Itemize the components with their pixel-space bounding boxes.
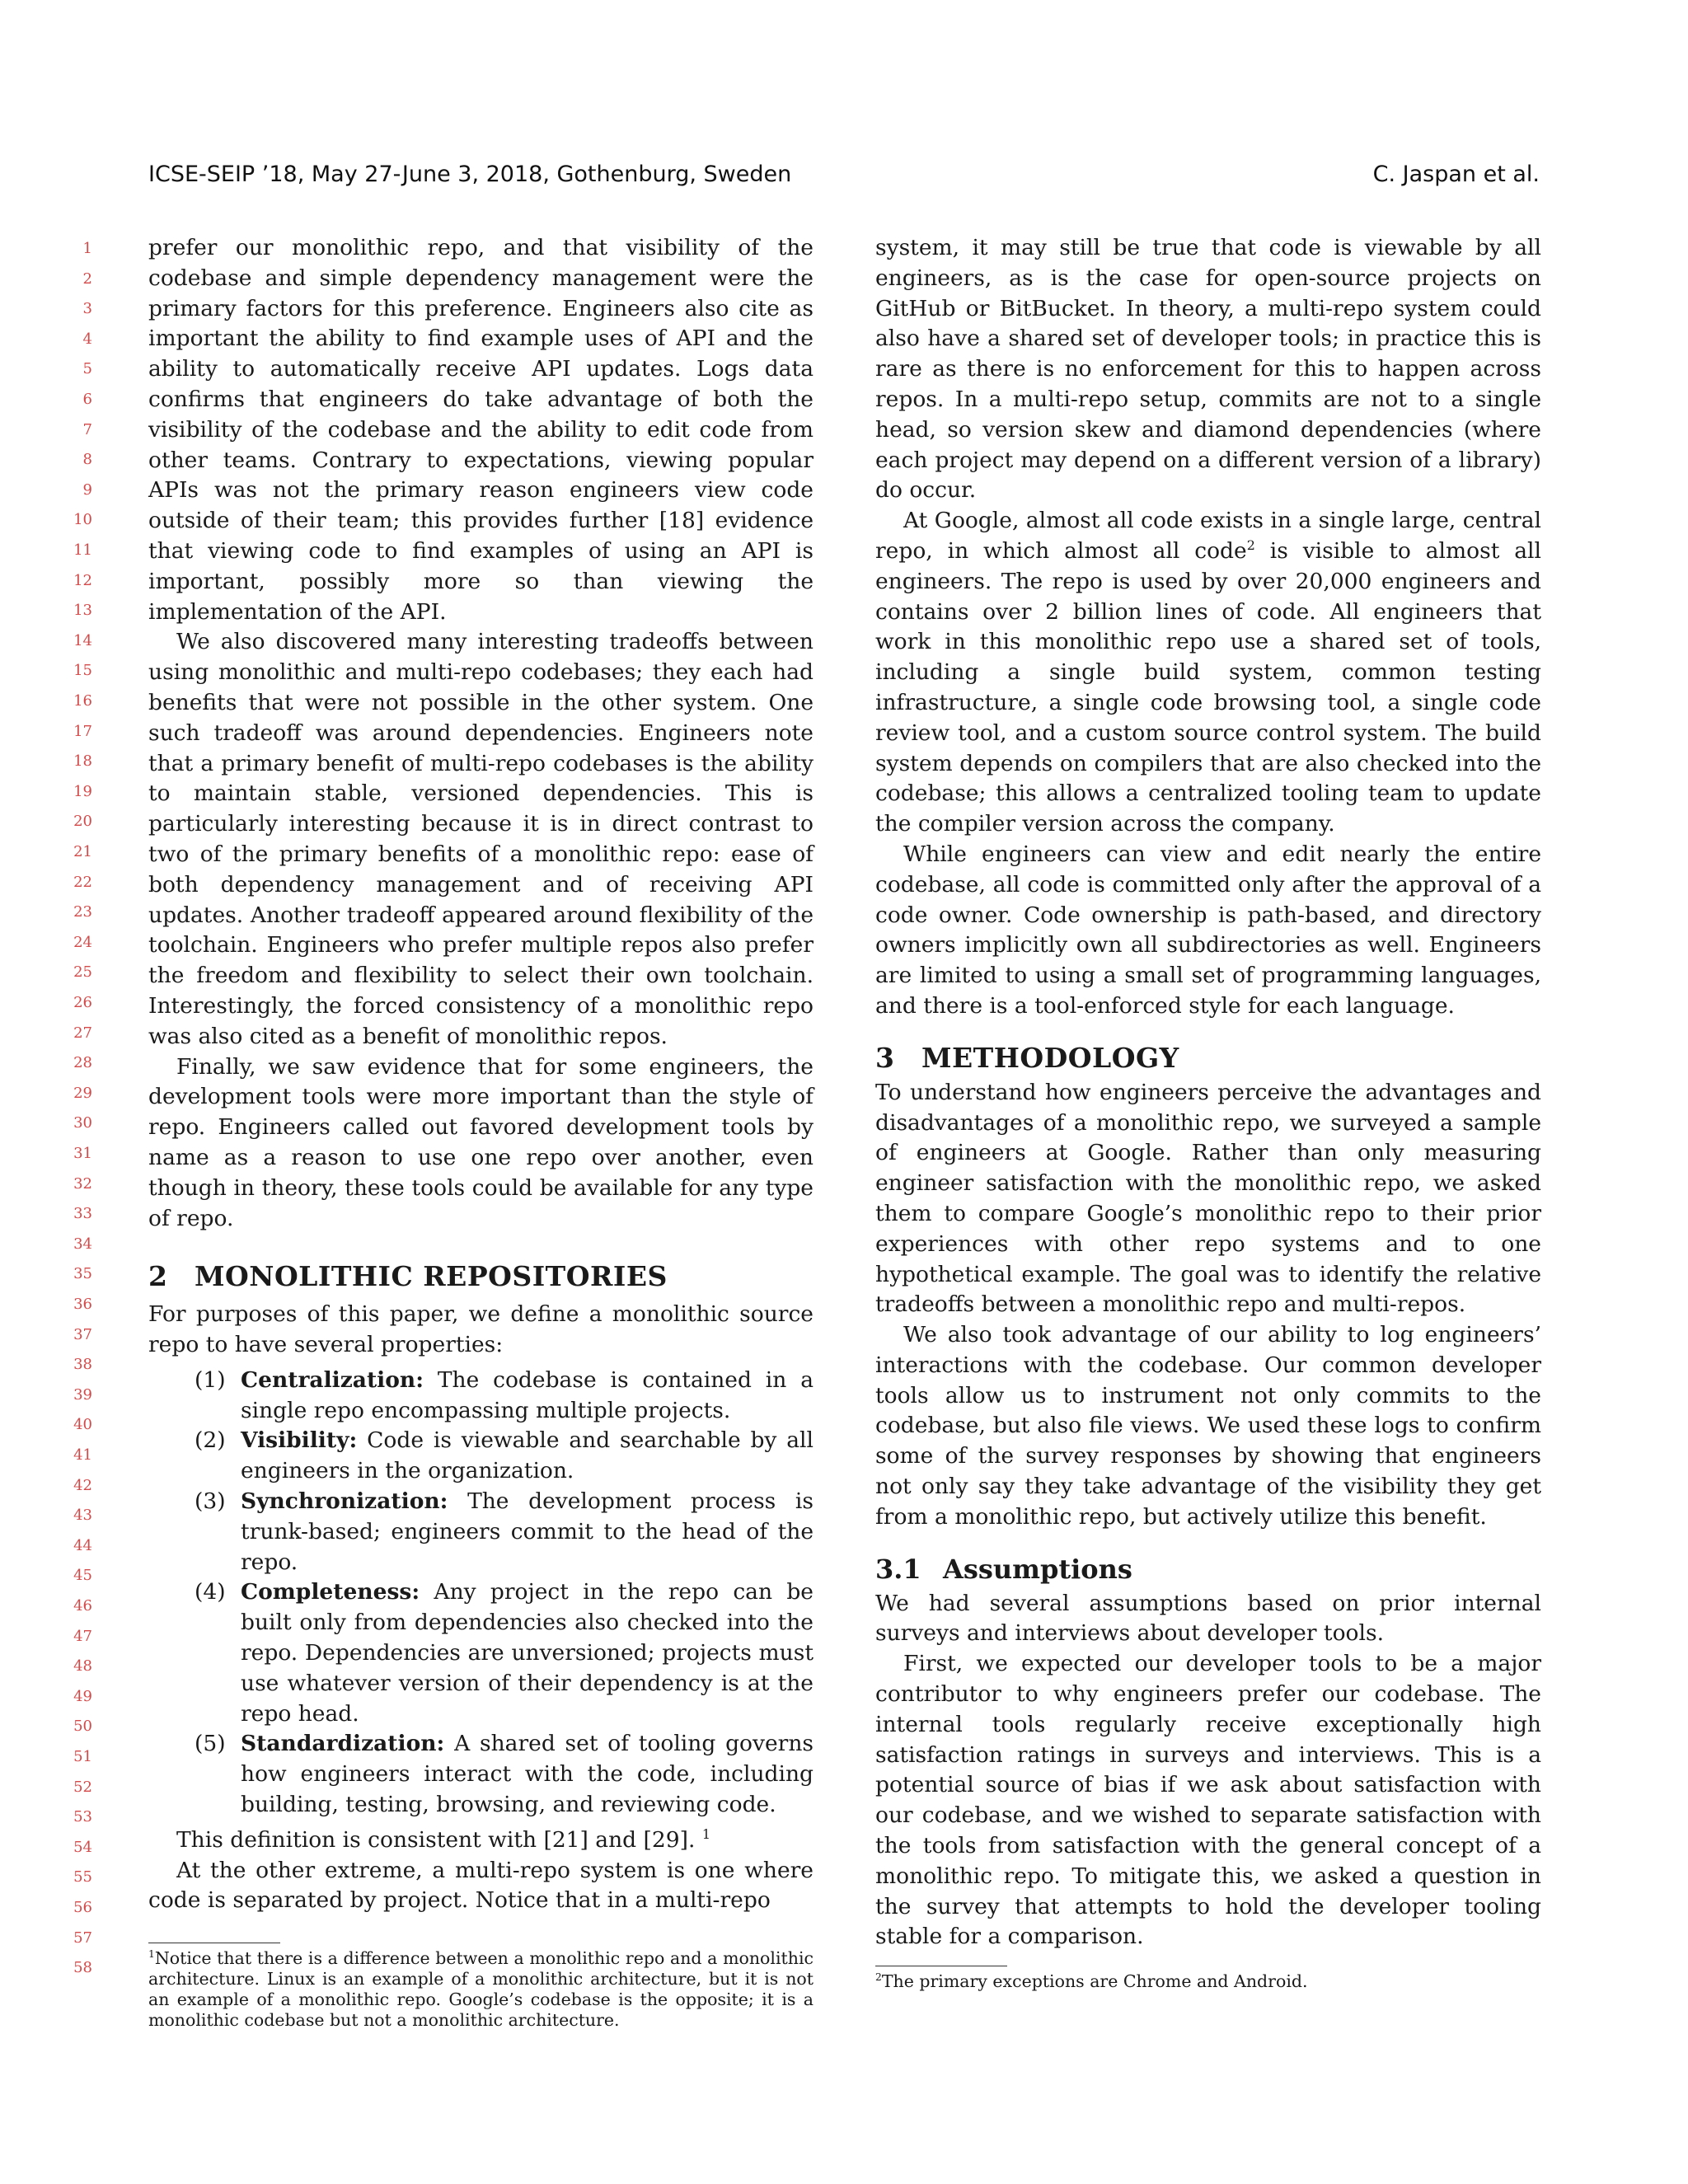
line-number: 25 [73, 963, 92, 982]
line-number: 50 [73, 1718, 92, 1736]
footnote-marker: 2 [1246, 537, 1255, 554]
paragraph: prefer our monolithic repo, and that visibility of the codebase and simple dependency management were the primary factors for this preference. Engineers also cite as important the ability to find example uses of API and the ability to automatically receive API updates. Logs data confirms that engineers do take advantage of both the visibility of the codebase and the ability to edit code from other teams. Contrary to expectations, viewing popular APIs was not the primary reason engineers view code outside of their team; this provides further [18] evidence that viewing code to find examples of using an API is important, possibly more so than viewing the implementation of the API. [148, 235, 814, 625]
line-number: 34 [73, 1235, 92, 1253]
line-number: 37 [73, 1325, 92, 1343]
list-term: Visibility: [241, 1427, 358, 1454]
line-number: 53 [73, 1808, 92, 1826]
line-number: 14 [73, 631, 92, 649]
paragraph: Finally, we saw evidence that for some engineers, the development tools were more important than the style of repo. Engineers called out favored development tools by name as a reason to use one repo over another, even though in theory, these tools could be available for any type of repo. [148, 1053, 814, 1231]
line-number: 54 [73, 1838, 92, 1856]
list-marker: (5) [195, 1731, 226, 1757]
paragraph: We also took advantage of our ability to log engineers’ interactions with the codebase. Our common developer tools allow us to instrument not only commits to the codebase, but also file views. We used these logs to confirm some of the survey responses by showing that engineers not only say they take advantage of the visibility they get from a monolithic repo, but actively utilize this benefit. [875, 1322, 1541, 1530]
list-marker: (1) [195, 1366, 226, 1393]
paragraph [148, 1825, 814, 1856]
line-number: 8 [82, 451, 92, 469]
footnote-marker: 1 [701, 1826, 710, 1843]
line-number: 26 [73, 994, 92, 1011]
paragraph: We also discovered many interesting tradeoffs between using monolithic and multi-repo codebases; they each had benefits that were not possible in the other system. One such tradeoff was around dependencies. Engineers note that a primary benefit of multi-repo codebases is the ability to maintain stable, versioned dependencies. This is particularly interesting because it is in direct contrast to two of the primary benefits of a monolithic repo: ease of both dependency management and of receiving API updates. Another tradeoff appeared around flexibility of the toolchain. Engineers who prefer multiple repos also prefer the freedom and flexibility to select their own toolchain. Interestingly, the forced consistency of a monolithic repo was also cited as a benefit of monolithic repos. [148, 629, 814, 1049]
header-authors: C. Jaspan et al. [1372, 162, 1540, 187]
line-number: 33 [73, 1205, 92, 1223]
line-number: 4 [82, 330, 92, 348]
paragraph: We had several assumptions based on prior internal surveys and interviews about developer tools. [875, 1590, 1541, 1647]
line-number: 44 [73, 1536, 92, 1554]
line-number: 9 [82, 480, 92, 499]
line-number: 36 [73, 1296, 92, 1313]
paragraph: To understand how engineers perceive the advantages and disadvantages of a monolithic repo, we surveyed a sample of engineers at Google. Rather than only measuring engineer satisfaction with the monolithic repo, we asked them to compare Google’s monolithic repo to their prior experiences with other repo systems and to one hypothetical example. The goal was to identify the relative tradeoffs between a monolithic repo and multi-repos. [875, 1079, 1541, 1318]
list-term: Standardization: [241, 1731, 445, 1757]
line-number: 7 [82, 420, 92, 438]
line-number: 46 [73, 1597, 92, 1615]
line-number: 19 [73, 782, 92, 800]
subsection-heading [875, 1551, 1541, 1587]
line-number: 31 [73, 1145, 92, 1162]
line-number: 45 [73, 1567, 92, 1585]
line-number: 51 [73, 1748, 92, 1765]
line-number: 21 [73, 843, 92, 860]
list-term: Synchronization: [241, 1488, 448, 1515]
line-number: 20 [73, 813, 92, 831]
section-number: 2 [148, 1260, 168, 1293]
line-number: 55 [73, 1868, 92, 1886]
line-number: 12 [73, 571, 92, 589]
list-item [148, 1577, 814, 1729]
line-number: 30 [73, 1114, 92, 1132]
line-number: 49 [73, 1687, 92, 1705]
paragraph: system, it may still be true that code is viewable by all engineers, as is the case for open-source projects on GitHub or BitBucket. In theory, a multi-repo system could also have a shared set of developer tools; in practice this is rare as there is no enforcement for this to happen across repos. In a multi-repo setup, commits are not to a single head, so version skew and diamond dependencies (where each project may depend on a different version of a library) do occur. [875, 235, 1541, 504]
list-term: Centralization: [241, 1366, 424, 1393]
line-number: 40 [73, 1416, 92, 1434]
section-title: MONOLITHIC REPOSITORIES [195, 1260, 668, 1293]
line-number-gutter [0, 0, 115, 2184]
list-item [148, 1729, 814, 1820]
list-term: Completeness: [241, 1579, 420, 1605]
line-number: 6 [82, 391, 92, 408]
line-number: 32 [73, 1174, 92, 1193]
line-number: 2 [82, 269, 92, 288]
subsection-title: Assumptions [943, 1553, 1132, 1585]
line-number: 39 [73, 1385, 92, 1404]
line-number: 17 [73, 722, 92, 740]
footnote-text: Notice that there is a difference between a monolithic repo and a monolithic architecture. Linux is an example of a monolithic architecture, but it is not an example of a monolithic repo. Google’s codebase is the opposite; it is a monolithic codebase but not a monolithic architecture. [148, 1948, 814, 2031]
paragraph-text: At Google, almost all code exists in a single large, central repo, in which almost all code [875, 508, 1541, 564]
line-number: 16 [73, 692, 92, 710]
paragraph-text: This definition is consistent with [21] and [29]. [176, 1826, 696, 1853]
footnote [875, 1971, 1541, 1992]
paragraph: While engineers can view and edit nearly the entire codebase, all code is committed only after the approval of a code owner. Code ownership is path-based, and directory owners implicitly own all subdirectories as well. Engineers are limited to using a small set of programming languages, and there is a tool-enforced style for each language. [875, 841, 1541, 1019]
footnote [148, 1948, 814, 2031]
line-number: 41 [73, 1446, 92, 1464]
list-marker: (4) [195, 1579, 226, 1605]
line-number: 22 [73, 873, 92, 891]
header-venue: ICSE-SEIP ’18, May 27-June 3, 2018, Gothenburg, Sweden [148, 162, 792, 187]
line-number: 42 [73, 1476, 92, 1494]
line-number: 27 [73, 1024, 92, 1042]
section-heading [148, 1258, 814, 1295]
line-number: 28 [73, 1054, 92, 1072]
paragraph: First, we expected our developer tools to be a major contributor to why engineers prefer our codebase. The internal tools regularly receive exceptionally high satisfaction ratings in surveys and interviews. This is a potential source of bias if we ask about satisfaction with our codebase, and we wished to separate satisfaction with the tools from satisfaction with the general concept of a monolithic repo. To mitigate this, we asked a question in the survey that attempts to hold the developer tooling stable for a comparison. [875, 1651, 1541, 1950]
line-number: 23 [73, 903, 92, 921]
line-number: 29 [73, 1084, 92, 1102]
line-number: 10 [73, 511, 92, 529]
line-number: 57 [73, 1929, 92, 1947]
line-number: 13 [73, 602, 92, 620]
list-text: Any project in the repo can be built only from dependencies also checked into the repo. Dependencies are unversioned; projects must use whatever version of their dependency is at the repo head. [241, 1579, 814, 1727]
right-column [875, 233, 1541, 1992]
footnote-marker: 1 [148, 1948, 155, 1961]
list-item [148, 1426, 814, 1487]
list-marker: (3) [195, 1488, 226, 1515]
list-text: The codebase is contained in a single repo encompassing multiple projects. [241, 1366, 814, 1423]
list-item [148, 1487, 814, 1577]
line-number: 58 [73, 1959, 92, 1977]
line-number: 5 [82, 360, 92, 378]
paragraph: For purposes of this paper, we define a monolithic source repo to have several properties: [148, 1301, 814, 1358]
left-column [148, 233, 814, 2031]
list-text: A shared set of tooling governs how engineers interact with the code, including building, testing, browsing, and reviewing code. [241, 1731, 814, 1818]
footnote-marker: 2 [875, 1971, 882, 1984]
list-item [148, 1366, 814, 1427]
line-number: 18 [73, 752, 92, 771]
paragraph [875, 506, 1541, 840]
list-text: The development process is trunk-based; engineers commit to the head of the repo. [241, 1488, 814, 1575]
section-title: METHODOLOGY [921, 1041, 1179, 1074]
line-number: 52 [73, 1778, 92, 1796]
line-number: 56 [73, 1899, 92, 1916]
paragraph-text: is visible to almost all engineers. The repo is used by over 20,000 engineers and contains over 2 billion lines of code. All engineers that work in this monolithic repo use a shared set of tools, including a single build system, common testing infrastructure, a single code browsing tool, a single code review tool, and a custom source control system. The build system depends on compilers that are also checked into the codebase; this allows a centralized tooling team to update the compiler version across the company. [875, 537, 1541, 837]
line-number: 43 [73, 1507, 92, 1525]
list-text: Code is viewable and searchable by all engineers in the organization. [241, 1427, 814, 1484]
footnote-text: The primary exceptions are Chrome and Android. [881, 1971, 1308, 1992]
subsection-number: 3.1 [875, 1553, 921, 1585]
paragraph: At the other extreme, a multi-repo system is one where code is separated by project. Notice that in a multi-repo [148, 1857, 814, 1914]
line-number: 24 [73, 933, 92, 951]
line-number: 35 [73, 1265, 92, 1283]
line-number: 48 [73, 1657, 92, 1675]
line-number: 1 [82, 240, 92, 257]
running-header [148, 162, 1540, 194]
line-number: 38 [73, 1356, 92, 1374]
line-number: 11 [73, 541, 92, 559]
line-number: 15 [73, 662, 92, 680]
section-number: 3 [875, 1041, 895, 1074]
line-number: 3 [82, 300, 92, 318]
line-number: 47 [73, 1627, 92, 1645]
property-list [148, 1366, 814, 1821]
section-heading [875, 1040, 1541, 1076]
list-marker: (2) [195, 1427, 226, 1454]
